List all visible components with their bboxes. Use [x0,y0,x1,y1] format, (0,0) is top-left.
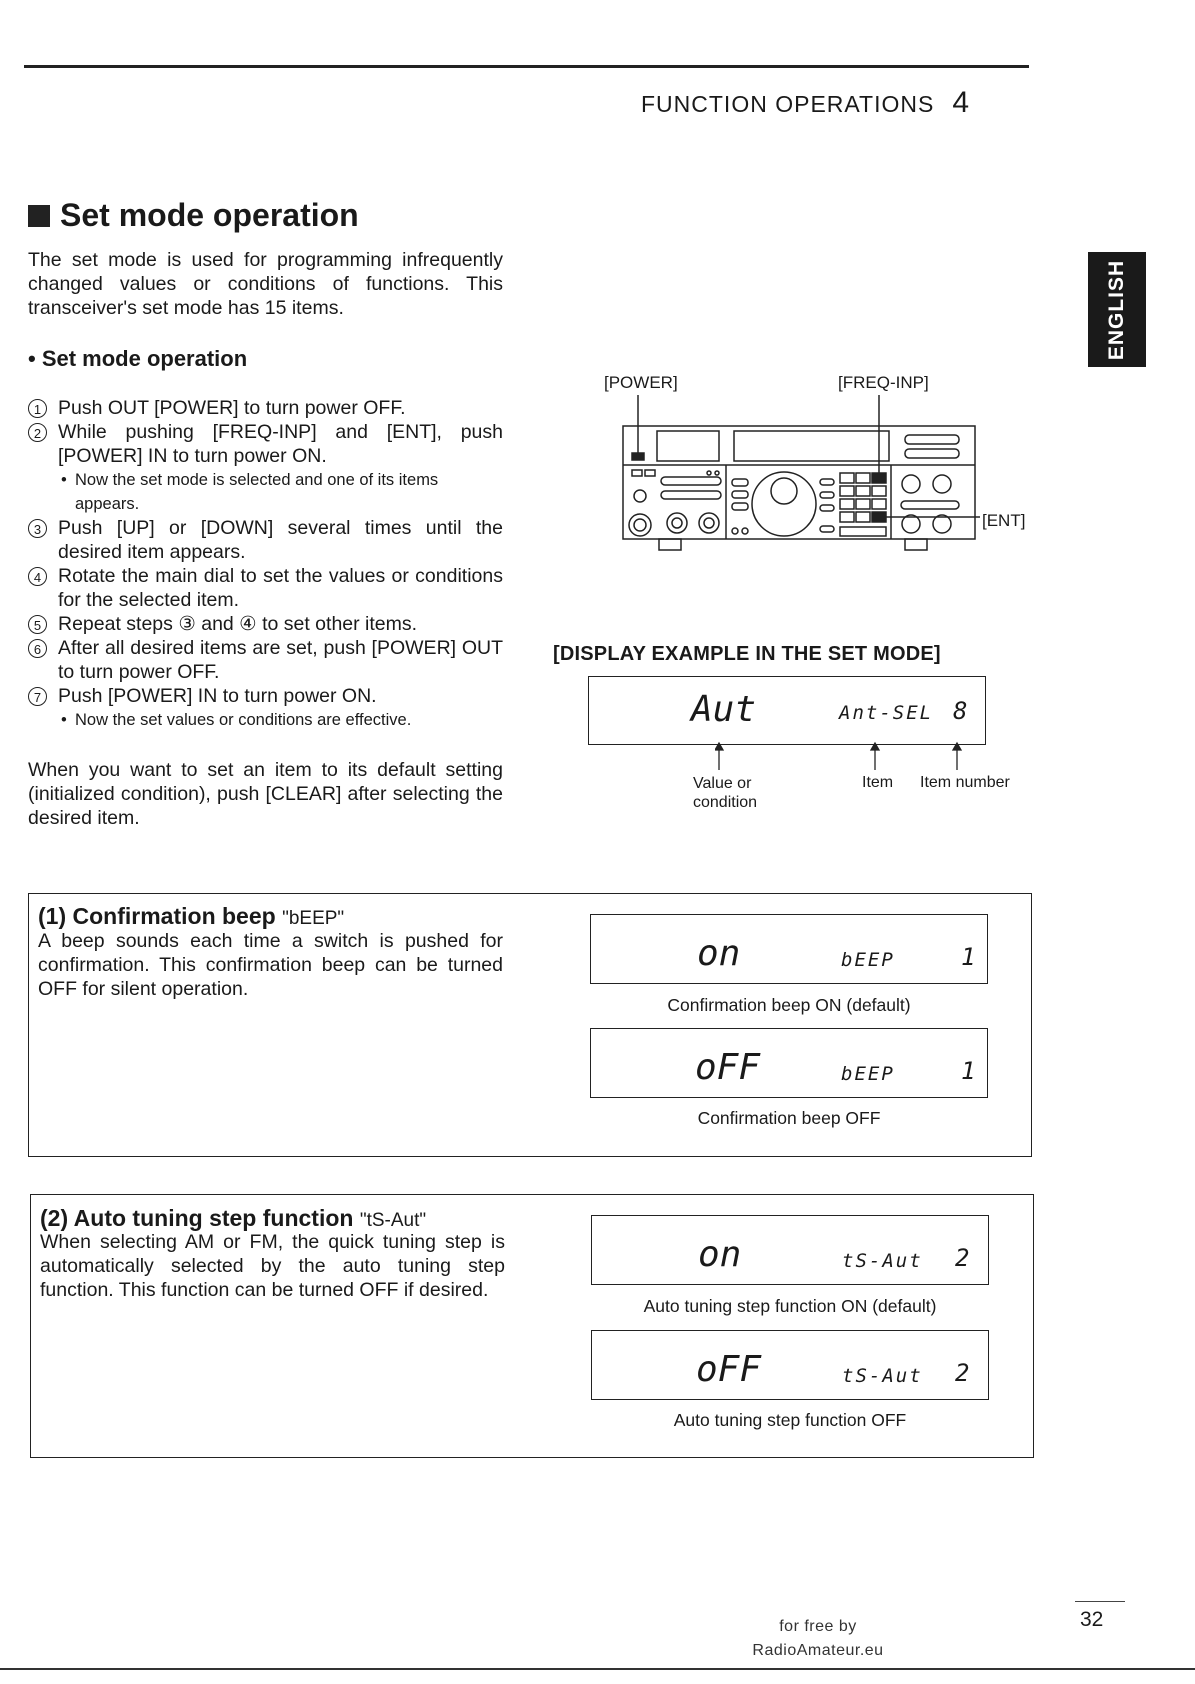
beep-on-caption: Confirmation beep ON (default) [667,995,911,1015]
lcd-item-number: 2 [955,1359,970,1387]
step-text: Push OUT [POWER] to turn power OFF. [58,397,406,419]
tuning-step-off-caption: Auto tuning step function OFF [673,1410,907,1430]
step-2 [28,420,503,468]
confirmation-beep-heading [38,903,344,930]
step-number: 5 [28,615,47,634]
item-label: Item [862,774,894,791]
lcd-value: oFF [696,1349,762,1390]
section-code: "tS-Aut" [359,1210,427,1231]
step-7 [28,684,503,708]
auto-tuning-step-heading [40,1205,426,1232]
default-setting-paragraph: When you want to set an item to its default setting (initialized condition), push [CLEAR] after selecting the desired item. [28,759,503,829]
lcd-item-number: 2 [955,1244,970,1272]
step-number: 1 [28,399,47,418]
section-title: Confirmation beep [72,903,276,929]
display-example-lcd [588,676,986,745]
lcd-value: oFF [695,1047,761,1088]
item-number-label: Item number [920,774,1010,791]
freq-inp-label: [FREQ-INP] [838,373,929,392]
intro-paragraph: The set mode is used for programming infrequently changed values or conditions of functions. This transceiver's set mode has 15 items. [28,249,503,319]
lcd-item-number: 1 [961,1057,976,1085]
step-text: Push [POWER] IN to turn power ON. [58,685,377,707]
page-number: 32 [1080,1608,1104,1631]
step-text: After all desired items are set, push [POWER] OUT to turn power OFF. [58,637,503,683]
lcd-item: bEEP [841,1063,895,1085]
page-number-rule [1075,1601,1125,1602]
auto-tuning-step-description: When selecting AM or FM, the quick tuning step is automatically selected by the auto tuning step function. This function can be turned OFF if desired. [40,1231,505,1301]
lcd-value: on [697,933,741,974]
tuning-step-on-caption: Auto tuning step function ON (default) [643,1296,937,1316]
lcd-value: on [698,1234,742,1275]
lcd-item-number: 1 [961,943,976,971]
step-2-note: • Now the set mode is selected and one of its items appears. [28,468,503,516]
section-number: (1) [38,903,67,929]
section-title: Auto tuning step function [73,1205,354,1231]
lcd-item: tS-Aut [842,1365,923,1387]
lcd-item: tS-Aut [842,1250,923,1272]
step-text: While pushing [FREQ-INP] and [ENT], push [POWER] IN to turn power ON. [58,421,503,467]
section-number: (2) [40,1205,69,1231]
footer-line-1: for free by [779,1618,857,1635]
beep-on-lcd [590,914,988,984]
step-text: Push [UP] or [DOWN] several times until the desired item appears. [58,517,503,563]
step-number: 3 [28,519,47,538]
lcd-item: Ant-SEL [839,702,934,724]
step-number: 6 [28,639,47,658]
display-example-caption: [DISPLAY EXAMPLE IN THE SET MODE] [553,643,941,665]
step-7-note: • Now the set values or conditions are effective. [28,708,503,732]
value-label: Value or condition [693,775,758,811]
title-square-icon [28,205,50,227]
step-number: 7 [28,687,47,706]
confirmation-beep-description: A beep sounds each time a switch is pushed for confirmation. This confirmation beep can be turned OFF for silent operation. [38,930,503,1000]
steps-list [28,396,503,732]
step-text: Rotate the main dial to set the values or conditions for the selected item. [58,565,503,611]
top-rule [24,65,1029,68]
step-5 [28,612,503,636]
step-number: 4 [28,567,47,586]
power-label: [POWER] [604,373,678,392]
section-code: "bEEP" [282,908,345,929]
step-3 [28,516,503,564]
tuning-step-on-lcd [591,1215,989,1285]
tuning-step-off-lcd [591,1330,989,1400]
language-tab [1088,252,1146,367]
display-example-pointers [715,740,965,774]
step-4 [28,564,503,612]
subheading: • Set mode operation [28,346,248,371]
footer-line-2: RadioAmateur.eu [752,1642,884,1659]
step-text: Repeat steps ③ and ④ to set other items. [58,613,418,635]
beep-off-lcd [590,1028,988,1098]
header-section: FUNCTION OPERATIONS [641,91,935,117]
ent-label: [ENT] [982,511,1026,530]
bottom-rule [0,1668,1195,1670]
header-chapter: 4 [952,86,970,119]
page-title [28,197,359,234]
lcd-item-number: 8 [953,697,968,725]
step-6 [28,636,503,684]
page-header [641,86,970,120]
radio-front-panel-illustration [615,395,985,560]
page-title-text: Set mode operation [60,197,359,233]
beep-off-caption: Confirmation beep OFF [697,1108,881,1128]
lcd-item: bEEP [841,949,895,971]
lcd-value: Aut [691,689,757,730]
step-1 [28,396,503,420]
step-number: 2 [28,423,47,442]
language-tab-label: ENGLISH [1105,259,1128,360]
